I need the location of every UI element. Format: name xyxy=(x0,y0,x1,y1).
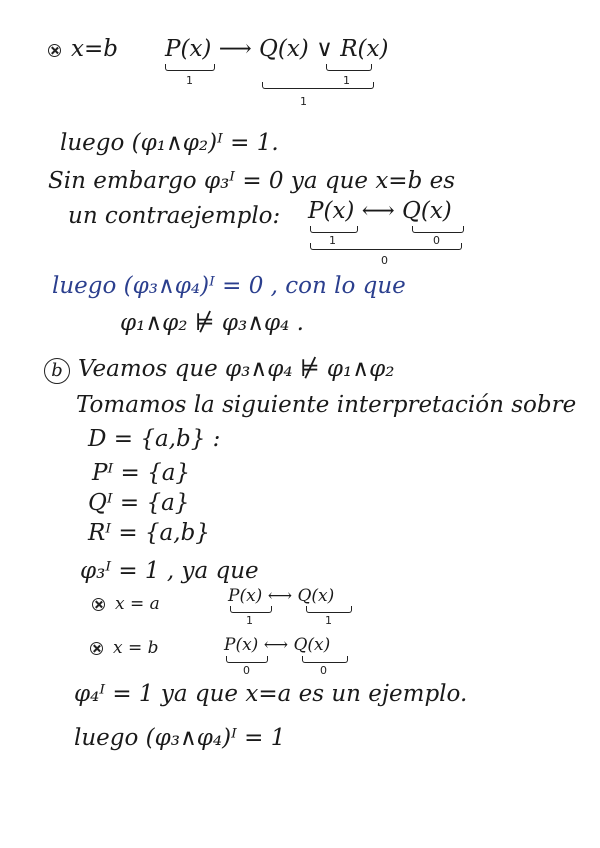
brace-disjunction-value: 1 xyxy=(300,95,307,108)
brace-q-a-value: 0 xyxy=(433,234,440,247)
contraejemplo-line: un contraejemplo: xyxy=(68,203,281,229)
phi4-line: φ₄ᴵ = 1 ya que x=a es un ejemplo. xyxy=(74,681,468,707)
brace-case-a-p xyxy=(230,606,272,613)
case-x-b-line xyxy=(48,38,118,61)
brace-q-a xyxy=(412,226,464,233)
brace-biconditional-value: 0 xyxy=(381,254,388,267)
case-b: x = b xyxy=(113,638,159,658)
brace-case-a-q-value: 1 xyxy=(325,614,332,627)
crossed-circle-icon xyxy=(90,642,103,655)
case-x-b: x=b xyxy=(71,36,118,62)
luego-line-2: luego (φ₃∧φ₄)ᴵ = 0 , con lo que xyxy=(52,273,406,299)
brace-case-b-q xyxy=(302,656,348,663)
case-b-line xyxy=(90,640,159,657)
crossed-circle-icon xyxy=(92,598,105,611)
domain-line: D = {a,b} : xyxy=(88,426,221,452)
tomamos-line: Tomamos la siguiente interpretación sobre xyxy=(76,392,577,418)
r-interpretation: Rᴵ = {a,b} xyxy=(88,520,210,546)
brace-r-value: 1 xyxy=(343,74,350,87)
case-a: x = a xyxy=(115,594,160,614)
crossed-circle-icon xyxy=(48,44,61,57)
brace-r xyxy=(326,64,372,71)
brace-case-b-p xyxy=(226,656,268,663)
case-a-line xyxy=(92,596,160,613)
sin-embargo-line: Sin embargo φ₃ᴵ = 0 ya que x=b es xyxy=(48,168,456,194)
part-b-label: b xyxy=(44,358,70,384)
phi3-line: φ₃ᴵ = 1 , ya que xyxy=(80,558,259,584)
brace-p xyxy=(165,64,215,71)
brace-biconditional xyxy=(310,243,462,250)
biconditional-formula: P(x) ⟷ Q(x) xyxy=(308,198,452,224)
p-interpretation: Pᴵ = {a} xyxy=(92,460,191,486)
case-b-formula: P(x) ⟷ Q(x) xyxy=(224,635,331,655)
brace-p-a xyxy=(310,226,358,233)
brace-disjunction xyxy=(262,82,374,89)
veamos-line xyxy=(44,358,394,384)
brace-case-a-q xyxy=(306,606,352,613)
luego-line-1: luego (φ₁∧φ₂)ᴵ = 1. xyxy=(60,130,279,156)
implication-formula: P(x) ⟶ Q(x) ∨ R(x) xyxy=(165,36,389,62)
luego-line-b: luego (φ₃∧φ₄)ᴵ = 1 xyxy=(74,725,286,751)
brace-p-a-value: 1 xyxy=(329,234,336,247)
veamos-text: Veamos que φ₃∧φ₄ ⊭ φ₁∧φ₂ xyxy=(78,356,395,382)
case-a-formula: P(x) ⟷ Q(x) xyxy=(228,586,335,606)
brace-case-b-q-value: 0 xyxy=(320,664,327,677)
q-interpretation: Qᴵ = {a} xyxy=(88,490,190,516)
brace-case-a-p-value: 1 xyxy=(246,614,253,627)
brace-p-value: 1 xyxy=(186,74,193,87)
brace-case-b-p-value: 0 xyxy=(243,664,250,677)
conclusion-a: φ₁∧φ₂ ⊭ φ₃∧φ₄ . xyxy=(120,310,304,336)
